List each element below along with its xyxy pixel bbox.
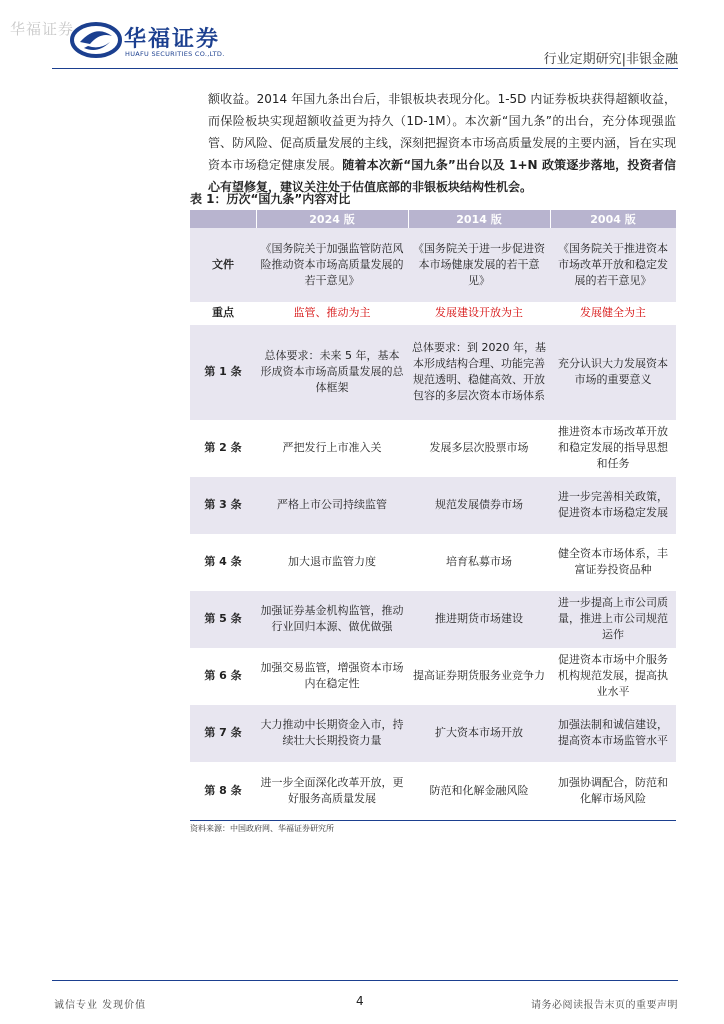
cell-2024: 总体要求：未来 5 年，基本形成资本市场高质量发展的总体框架 <box>256 324 408 420</box>
table-row <box>190 302 676 324</box>
page-number: 4 <box>356 994 364 1008</box>
cell-2014: 发展建设开放为主 <box>408 302 550 324</box>
row-label: 第 1 条 <box>190 324 256 420</box>
table-header-row <box>190 210 676 228</box>
header-2014: 2014 版 <box>408 210 550 228</box>
cell-2004: 促进资本市场中介服务机构规范发展，提高执业水平 <box>550 648 676 704</box>
row-label: 文件 <box>190 228 256 302</box>
footer-divider <box>52 980 678 981</box>
table-row <box>190 420 676 476</box>
table-title: 表 1：历次“国九条”内容对比 <box>190 192 351 206</box>
cell-2004: 健全资本市场体系，丰富证券投资品种 <box>550 534 676 590</box>
intro-bold-text: 随着本次新“国九条”出台以及 1+N 政策逐步落地，投资者信心有望修复，建议关注处于估值底部的非银板块结构性机会。 <box>208 158 676 194</box>
cell-2014: 《国务院关于进一步促进资本市场健康发展的若干意见》 <box>408 228 550 302</box>
header-divider <box>52 68 678 69</box>
cell-2024: 大力推动中长期资金入市，持续壮大长期投资力量 <box>256 704 408 762</box>
intro-paragraph <box>208 88 676 198</box>
cell-2014: 总体要求：到 2020 年，基本形成结构合理、功能完善规范透明、稳健高效、开放包容的多层次资本市场体系 <box>408 324 550 420</box>
table-row <box>190 648 676 704</box>
report-type: 行业定期研究|非银金融 <box>543 52 678 67</box>
row-label: 第 4 条 <box>190 534 256 590</box>
huafu-logo-icon <box>70 20 122 60</box>
source-note: 资料来源：中国政府网、华福证券研究所 <box>190 824 334 833</box>
header-blank <box>190 210 256 228</box>
cell-2014: 发展多层次股票市场 <box>408 420 550 476</box>
cell-2014: 培育私募市场 <box>408 534 550 590</box>
cell-2024: 加强交易监管，增强资本市场内在稳定性 <box>256 648 408 704</box>
cell-2004: 《国务院关于推进资本市场改革开放和稳定发展的若干意见》 <box>550 228 676 302</box>
cell-2014: 扩大资本市场开放 <box>408 704 550 762</box>
cell-2004: 加强法制和诚信建设，提高资本市场监管水平 <box>550 704 676 762</box>
cell-2024: 《国务院关于加强监管防范风险推动资本市场高质量发展的若干意见》 <box>256 228 408 302</box>
cell-2024: 严把发行上市准入关 <box>256 420 408 476</box>
intro-text: 额收益。2014 年国九条出台后，非银板块表现分化。1-5D 内证券板块获得超额收益，而保险板块实现超额收益更为持久（1D-1M）。本次新“国九条”的出台，充分体现强监管、防风险、促高质量发展的主线，深刻把握资本市场高质量发展的主要内涵，旨在实现资本市场稳定健康发展。 <box>208 92 677 172</box>
footer-disclaimer: 请务必阅读报告末页的重要声明 <box>531 1000 678 1011</box>
cell-2004: 推进资本市场改革开放和稳定发展的指导思想和任务 <box>550 420 676 476</box>
cell-2004: 进一步完善相关政策，促进资本市场稳定发展 <box>550 476 676 534</box>
row-label: 第 5 条 <box>190 590 256 648</box>
cell-2014: 防范和化解金融风险 <box>408 762 550 820</box>
cell-2024: 监管、推动为主 <box>256 302 408 324</box>
cell-2024: 进一步全面深化改革开放，更好服务高质量发展 <box>256 762 408 820</box>
table-row <box>190 476 676 534</box>
logo-name-en: HUAFU SECURITIES CO.,LTD. <box>125 50 225 58</box>
table-row <box>190 762 676 820</box>
cell-2004: 进一步提高上市公司质量，推进上市公司规范运作 <box>550 590 676 648</box>
table-row <box>190 324 676 420</box>
table-row <box>190 704 676 762</box>
cell-2014: 规范发展债券市场 <box>408 476 550 534</box>
header-2024: 2024 版 <box>256 210 408 228</box>
cell-2024: 加强证券基金机构监管，推动行业回归本源、做优做强 <box>256 590 408 648</box>
cell-2004: 加强协调配合，防范和化解市场风险 <box>550 762 676 820</box>
row-label: 第 2 条 <box>190 420 256 476</box>
table-row <box>190 228 676 302</box>
company-logo <box>70 20 250 64</box>
table-row <box>190 534 676 590</box>
cell-2004: 充分认识大力发展资本市场的重要意义 <box>550 324 676 420</box>
cell-2014: 推进期货市场建设 <box>408 590 550 648</box>
row-label: 重点 <box>190 302 256 324</box>
table-row <box>190 590 676 648</box>
watermark: 华福证券 <box>10 20 75 38</box>
header-2004: 2004 版 <box>550 210 676 228</box>
comparison-table <box>190 210 677 821</box>
row-label: 第 6 条 <box>190 648 256 704</box>
row-label: 第 7 条 <box>190 704 256 762</box>
row-label: 第 3 条 <box>190 476 256 534</box>
cell-2014: 提高证券期货服务业竞争力 <box>408 648 550 704</box>
cell-2024: 加大退市监管力度 <box>256 534 408 590</box>
cell-2024: 严格上市公司持续监管 <box>256 476 408 534</box>
cell-2004: 发展健全为主 <box>550 302 676 324</box>
footer-slogan: 诚信专业 发现价值 <box>54 1000 147 1011</box>
logo-name-cn: 华福证券 <box>124 27 221 52</box>
row-label: 第 8 条 <box>190 762 256 820</box>
